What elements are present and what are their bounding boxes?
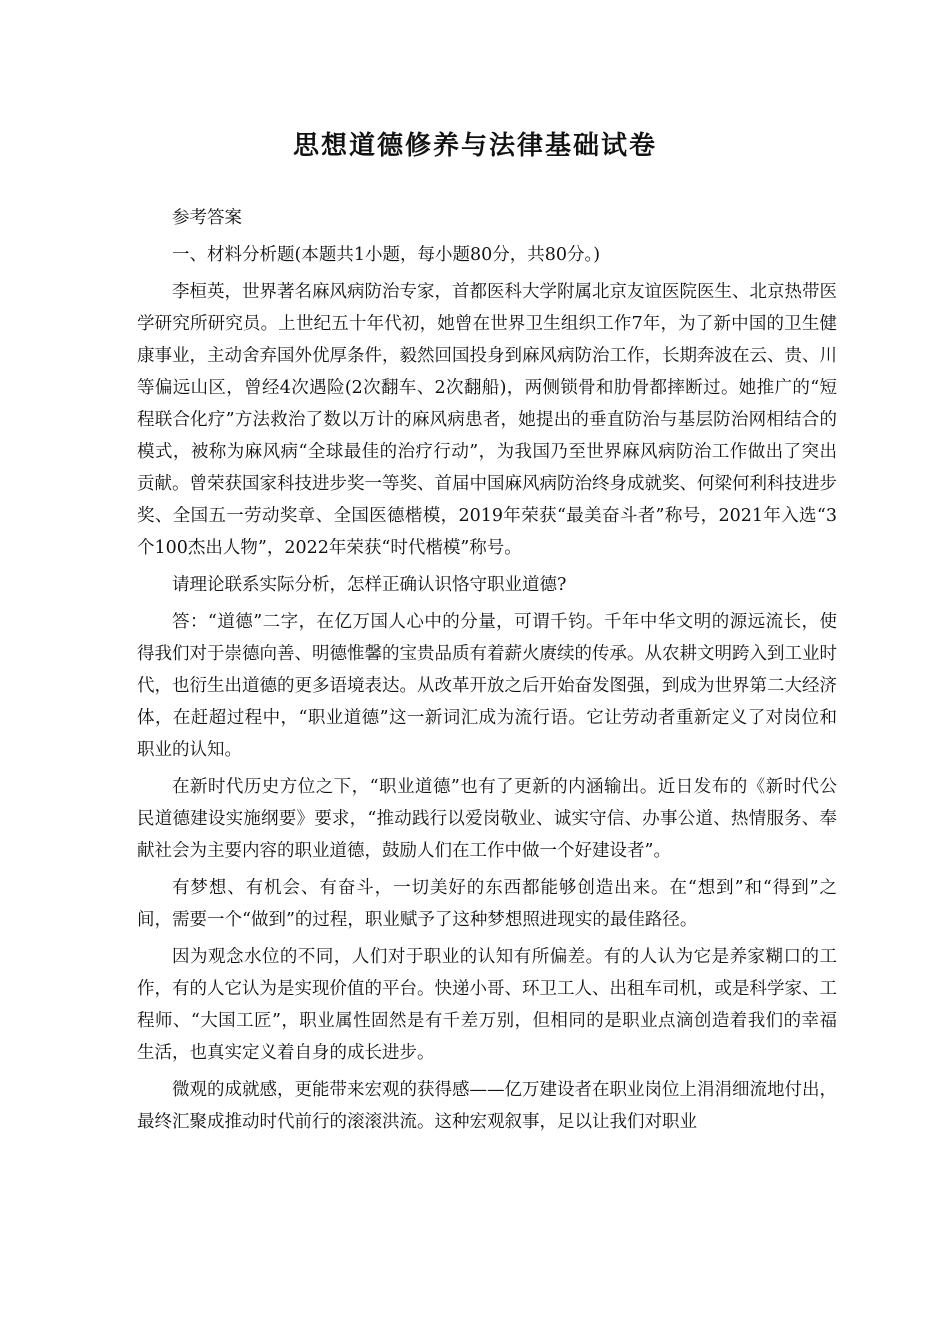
answer-paragraph: 因为观念水位的不同，人们对于职业的认知有所偏差。有的人认为它是养家糊口的工作，有的人它认为是实现价值的平台。快递小哥、环卫工人、出租车司机，或是科学家、工程师、“大国工匠”，职业属性固然是有千差万别，但相同的是职业点滴创造着我们的幸福生活，也真实定义着自身的成长进步。 [137,947,837,1063]
document-title: 思想道德修养与法律基础试卷 [292,131,657,161]
question-paragraph: 请理论联系实际分析，怎样正确认识恪守职业道德? [172,575,567,595]
answer-paragraph: 在新时代历史方位之下，“职业道德”也有了更新的内涵输出。近日发布的《新时代公民道德建设实施纲要》要求，“推动践行以爱岗敬业、诚实守信、办事公道、热情服务、奉献社会为主要内容的职业道德，鼓励人们在工作中做一个好建设者”。 [137,777,837,861]
document-body [137,202,837,1143]
section-heading: 一、材料分析题(本题共1小题，每小题80分，共80分。) [172,245,601,265]
material-paragraph: 李桓英，世界著名麻风病防治专家，首都医科大学附属北京友谊医院医生、北京热带医学研究所研究员。上世纪五十年代初，她曾在世界卫生组织工作7年，为了新中国的卫生健康事业，主动舍弃国外优厚条件，毅然回国投身到麻风病防治工作，长期奔波在云、贵、川等偏远山区，曾经4次遇险(2次翻车、2次翻船)，两侧锁骨和肋骨都摔断过。她推广的“短程联合化疗”方法救治了数以万计的麻风病患者，她提出的垂直防治与基层防治网相结合的模式，被称为麻风病“全球最佳的治疗行动”，为我国乃至世界麻风病防治工作做出了突出贡献。曾荣获国家科技进步奖一等奖、首届中国麻风病防治终身成就奖、何梁何利科技进步奖、全国五一劳动奖章、全国医德楷模，2019年荣获“最美奋斗者”称号，2021年入选“3个100杰出人物”，2022年荣获“时代楷模”称号。 [137,282,837,558]
answer-paragraph: 微观的成就感，更能带来宏观的获得感——亿万建设者在职业岗位上涓涓细流地付出，最终汇聚成推动时代前行的滚滚洪流。这种宏观叙事，足以让我们对职业 [137,1080,837,1132]
answer-paragraph: 有梦想、有机会、有奋斗，一切美好的东西都能够创造出来。在“想到”和“得到”之间，需要一个“做到”的过程，职业赋予了这种梦想照进现实的最佳路径。 [137,878,837,930]
answer-paragraph: 答：“道德”二字，在亿万国人心中的分量，可谓千钧。千年中华文明的源远流长，使得我们对于崇德向善、明德惟馨的宝贵品质有着薪火赓续的传承。从农耕文明跨入到工业时代，也衍生出道德的更多语境表达。从改革开放之后开始奋发图强，到成为世界第二大经济体，在赶超过程中，“职业道德”这一新词汇成为流行语。它让劳动者重新定义了对岗位和职业的认知。 [137,612,837,760]
answer-heading: 参考答案 [172,208,242,228]
